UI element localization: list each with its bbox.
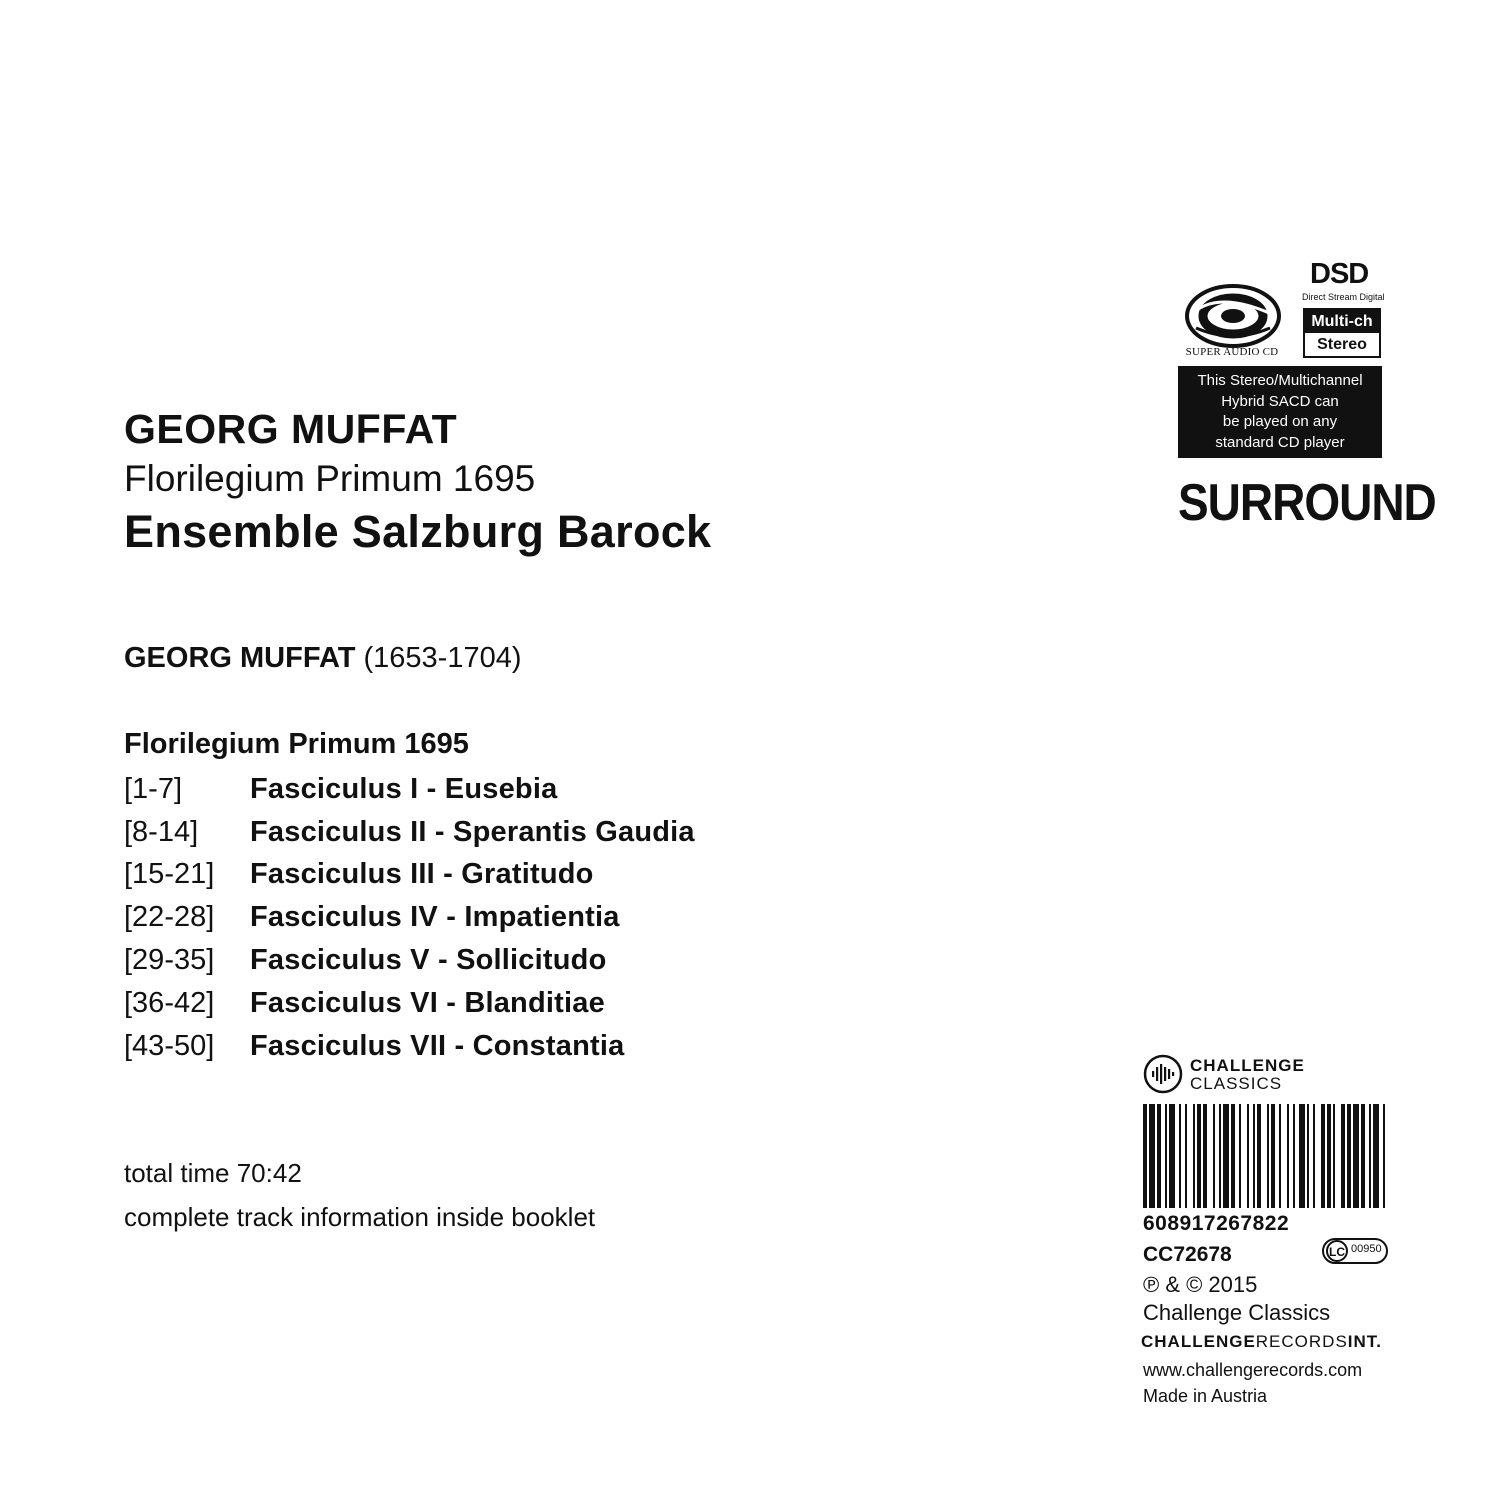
track-row	[124, 1025, 695, 1068]
barcode-bar	[1333, 1104, 1335, 1208]
dsd-subtitle: Direct Stream Digital	[1302, 292, 1385, 302]
barcode-bar	[1327, 1104, 1331, 1208]
track-range: [1-7]	[124, 772, 183, 805]
track-row	[124, 811, 695, 854]
barcode-bar	[1179, 1104, 1181, 1208]
label-name-bottom: CLASSICS	[1190, 1074, 1283, 1093]
sacd-logo-text: SUPER AUDIO CD	[1185, 346, 1279, 358]
track-row	[124, 982, 695, 1025]
barcode-bar	[1287, 1104, 1289, 1208]
stereo-label: Stereo	[1317, 336, 1367, 353]
track-range: [29-35]	[124, 944, 215, 977]
barcode-bar	[1267, 1104, 1269, 1208]
barcode-bar	[1361, 1104, 1365, 1208]
barcode-bar	[1185, 1104, 1187, 1208]
barcode-bar	[1293, 1104, 1295, 1208]
barcode-bar	[1257, 1104, 1261, 1208]
hybrid-notice-line: be played on any	[1222, 413, 1338, 430]
track-title: Fasciculus I - Eusebia	[250, 772, 558, 805]
records-int-part: INT.	[1347, 1332, 1383, 1351]
program-work-heading: Florilegium Primum 1695	[124, 728, 469, 760]
cover-ensemble-title: Ensemble Salzburg Barock	[124, 506, 712, 557]
challenge-classics-logo-icon	[1143, 1054, 1183, 1094]
track-range: [43-50]	[124, 1029, 215, 1062]
barcode-bar	[1149, 1104, 1155, 1208]
barcode-bar	[1239, 1104, 1241, 1208]
made-in-country: Made in Austria	[1143, 1386, 1268, 1406]
track-range: [22-28]	[124, 901, 215, 934]
barcode-bar	[1353, 1104, 1359, 1208]
track-title: Fasciculus II - Sperantis Gaudia	[250, 815, 695, 848]
barcode-bar	[1197, 1104, 1201, 1208]
barcode-bar	[1369, 1104, 1371, 1208]
multich-stereo-badge	[1303, 308, 1381, 358]
barcode-bar	[1223, 1104, 1229, 1208]
barcode-bar	[1253, 1104, 1255, 1208]
barcode-bar	[1231, 1104, 1235, 1208]
barcode-bar	[1203, 1104, 1207, 1208]
barcode-bar	[1307, 1104, 1309, 1208]
program-composer-line	[124, 642, 522, 675]
copyright-line: ℗ & © 2015	[1143, 1272, 1258, 1297]
barcode-bar	[1213, 1104, 1215, 1208]
barcode-bar	[1219, 1104, 1221, 1208]
barcode-bar	[1165, 1104, 1167, 1208]
barcode-bar	[1157, 1104, 1161, 1208]
track-title: Fasciculus VII - Constantia	[250, 1029, 625, 1062]
lc-prefix: LC	[1329, 1245, 1345, 1259]
barcode-bar	[1373, 1104, 1379, 1208]
barcode-bar	[1143, 1104, 1147, 1208]
barcode-bar	[1271, 1104, 1275, 1208]
hybrid-notice-line: standard CD player	[1215, 433, 1345, 451]
barcode-bar	[1341, 1104, 1345, 1208]
track-row	[124, 854, 695, 897]
program-composer-dates: (1653-1704)	[363, 642, 522, 674]
barcode-bar	[1247, 1104, 1249, 1208]
barcode-bar	[1383, 1104, 1385, 1208]
barcode-bar	[1321, 1104, 1325, 1208]
barcode-bar	[1299, 1104, 1305, 1208]
challenge-records-int-logo	[1141, 1332, 1382, 1352]
barcode-bar	[1347, 1104, 1351, 1208]
cover-work-subtitle: Florilegium Primum 1695	[124, 458, 536, 499]
track-row	[124, 768, 695, 811]
track-range: [8-14]	[124, 815, 199, 848]
records-int-part: CHALLENGE	[1141, 1332, 1256, 1351]
cover-composer-title: GEORG MUFFAT	[124, 406, 458, 452]
track-range: [15-21]	[124, 858, 215, 891]
track-title: Fasciculus V - Sollicitudo	[250, 944, 607, 977]
track-title: Fasciculus IV - Impatientia	[250, 901, 620, 934]
track-list	[124, 768, 695, 1068]
track-title: Fasciculus VI - Blanditiae	[250, 986, 605, 1019]
multich-label: Multi-ch	[1305, 310, 1379, 333]
track-title: Fasciculus III - Gratitudo	[250, 858, 594, 891]
track-range: [36-42]	[124, 986, 215, 1019]
records-int-part: RECORDS	[1255, 1332, 1348, 1351]
barcode-bar	[1193, 1104, 1195, 1208]
ean-number: 608917267822	[1143, 1212, 1290, 1235]
label-code-number: 00950	[1351, 1243, 1382, 1255]
copyright-holder: Challenge Classics	[1143, 1300, 1331, 1325]
dsd-logo: DSD	[1310, 258, 1369, 290]
booklet-note: complete track information inside booklet	[124, 1202, 596, 1232]
barcode-bar	[1313, 1104, 1315, 1208]
hybrid-notice-line: This Stereo/Multichannel	[1197, 372, 1363, 389]
program-composer-name: GEORG MUFFAT	[124, 642, 356, 674]
website-url: www.challengerecords.com	[1143, 1360, 1363, 1380]
catalog-number: CC72678	[1143, 1243, 1232, 1266]
total-time: total time 70:42	[124, 1158, 302, 1188]
hybrid-sacd-notice	[1178, 366, 1382, 458]
track-row	[124, 896, 695, 939]
barcode-bar	[1169, 1104, 1175, 1208]
track-row	[124, 939, 695, 982]
label-name-top: CHALLENGE	[1190, 1056, 1305, 1075]
barcode-bar	[1279, 1104, 1281, 1208]
hybrid-notice-line: Hybrid SACD can	[1221, 392, 1339, 410]
barcode	[1143, 1104, 1417, 1208]
surround-logo: SURROUND	[1178, 473, 1436, 532]
